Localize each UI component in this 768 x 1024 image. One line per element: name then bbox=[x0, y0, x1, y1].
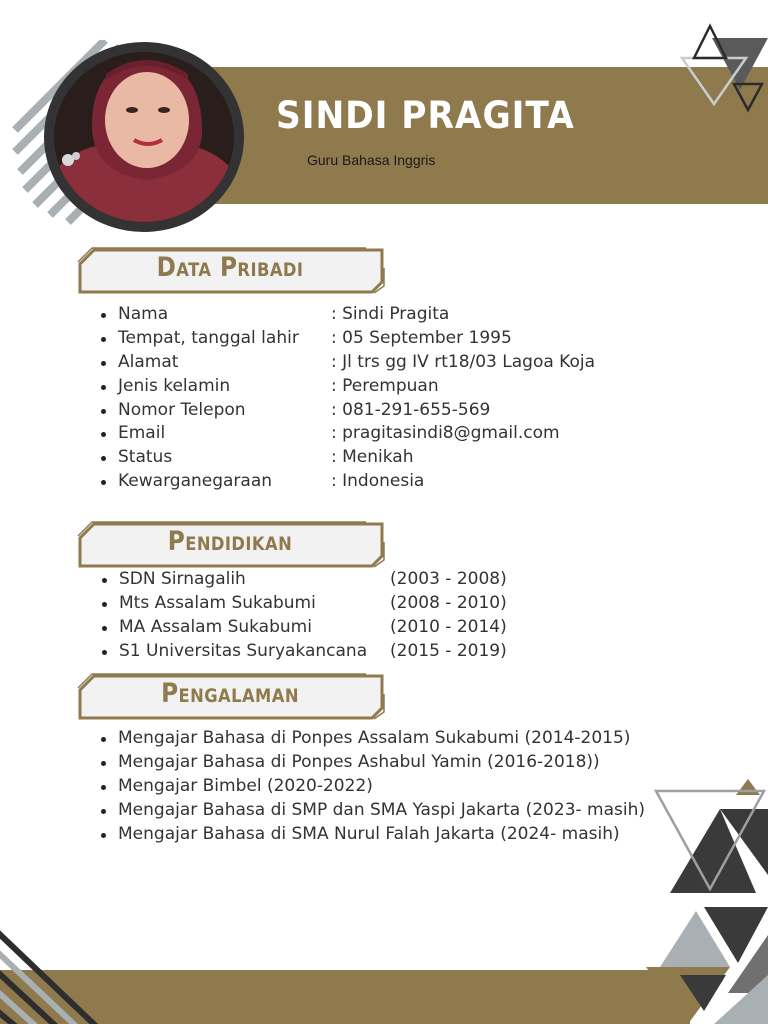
field-label: Tempat, tanggal lahir bbox=[118, 327, 299, 348]
school-name: S1 Universitas Suryakancana bbox=[119, 640, 368, 661]
section-title-education: Pendidikan bbox=[167, 526, 293, 557]
experience-text: Mengajar Bahasa di Ponpes Ashabul Yamin (2016-2018)) bbox=[118, 751, 600, 772]
bullet-icon bbox=[102, 602, 107, 607]
school-years: (2008 - 2010) bbox=[390, 592, 507, 613]
list-item bbox=[119, 568, 639, 592]
list-item bbox=[119, 640, 639, 664]
section-title-experience: Pengalaman bbox=[161, 678, 299, 709]
field-value: : Indonesia bbox=[331, 471, 425, 492]
field-value: : Perempuan bbox=[331, 375, 439, 396]
list-item bbox=[118, 727, 678, 751]
footer-triangles-decoration bbox=[640, 775, 768, 1024]
field-label: Nama bbox=[118, 304, 169, 324]
field-value: : Jl trs gg IV rt18/03 Lagoa Koja bbox=[331, 351, 596, 372]
school-name: SDN Sirnagalih bbox=[119, 569, 246, 589]
field-value: : Sindi Pragita bbox=[331, 304, 450, 324]
section-title-personal: Data Pribadi bbox=[156, 252, 304, 283]
candidate-name: SINDI PRAGITA bbox=[276, 94, 575, 137]
list-item bbox=[118, 327, 678, 351]
bullet-icon bbox=[102, 578, 107, 583]
school-years: (2003 - 2008) bbox=[390, 569, 507, 589]
field-value: : pragitasindi8@gmail.com bbox=[331, 423, 560, 444]
bullet-icon bbox=[101, 409, 106, 414]
bullet-icon bbox=[101, 737, 106, 742]
footer-stripes-decoration bbox=[0, 915, 130, 1024]
school-name: MA Assalam Sukabumi bbox=[119, 616, 312, 637]
field-label: Alamat bbox=[118, 351, 179, 372]
field-label: Email bbox=[118, 423, 166, 444]
bullet-icon bbox=[101, 385, 106, 390]
list-item bbox=[118, 399, 678, 423]
field-label: Kewarganegaraan bbox=[118, 471, 273, 492]
experience-text: Mengajar Bahasa di Ponpes Assalam Sukabumi (2014-2015) bbox=[118, 728, 631, 748]
bullet-icon bbox=[101, 833, 106, 838]
list-item bbox=[118, 351, 678, 375]
list-item bbox=[119, 616, 639, 640]
bullet-icon bbox=[101, 361, 106, 366]
header-triangles-decoration bbox=[672, 20, 768, 120]
field-label: Jenis kelamin bbox=[118, 375, 231, 396]
experience-text: Mengajar Bimbel (2020-2022) bbox=[118, 775, 373, 796]
list-item bbox=[118, 775, 678, 799]
school-years: (2010 - 2014) bbox=[390, 616, 507, 637]
bullet-icon bbox=[101, 761, 106, 766]
field-label: Nomor Telepon bbox=[118, 399, 246, 420]
list-item bbox=[118, 303, 678, 327]
field-value: : Menikah bbox=[331, 447, 414, 468]
job-title: Guru Bahasa Inggris bbox=[307, 152, 436, 168]
list-item bbox=[118, 422, 678, 446]
experience-text: Mengajar Bahasa di SMA Nurul Falah Jakarta (2024- masih) bbox=[118, 823, 620, 844]
bullet-icon bbox=[101, 432, 106, 437]
bullet-icon bbox=[101, 456, 106, 461]
bullet-icon bbox=[101, 809, 106, 814]
bullet-icon bbox=[101, 480, 106, 485]
education-list bbox=[119, 568, 639, 664]
list-item bbox=[118, 751, 678, 775]
school-name: Mts Assalam Sukabumi bbox=[119, 592, 316, 613]
list-item bbox=[118, 375, 678, 399]
bullet-icon bbox=[101, 313, 106, 318]
avatar bbox=[54, 52, 234, 222]
experience-text: Mengajar Bahasa di SMP dan SMA Yaspi Jakarta (2023- masih) bbox=[118, 799, 646, 820]
list-item bbox=[119, 592, 639, 616]
school-years: (2015 - 2019) bbox=[390, 640, 507, 661]
bullet-icon bbox=[101, 785, 106, 790]
list-item bbox=[118, 446, 678, 470]
list-item bbox=[118, 470, 678, 494]
personal-data-list bbox=[118, 303, 678, 494]
bullet-icon bbox=[102, 626, 107, 631]
list-item bbox=[118, 799, 678, 823]
field-label: Status bbox=[118, 447, 173, 468]
bullet-icon bbox=[101, 337, 106, 342]
bullet-icon bbox=[102, 650, 107, 655]
profile-photo-illustration bbox=[54, 52, 234, 222]
list-item bbox=[118, 823, 678, 847]
field-value: : 081-291-655-569 bbox=[331, 399, 491, 420]
field-value: : 05 September 1995 bbox=[331, 327, 512, 348]
experience-list bbox=[118, 727, 678, 846]
